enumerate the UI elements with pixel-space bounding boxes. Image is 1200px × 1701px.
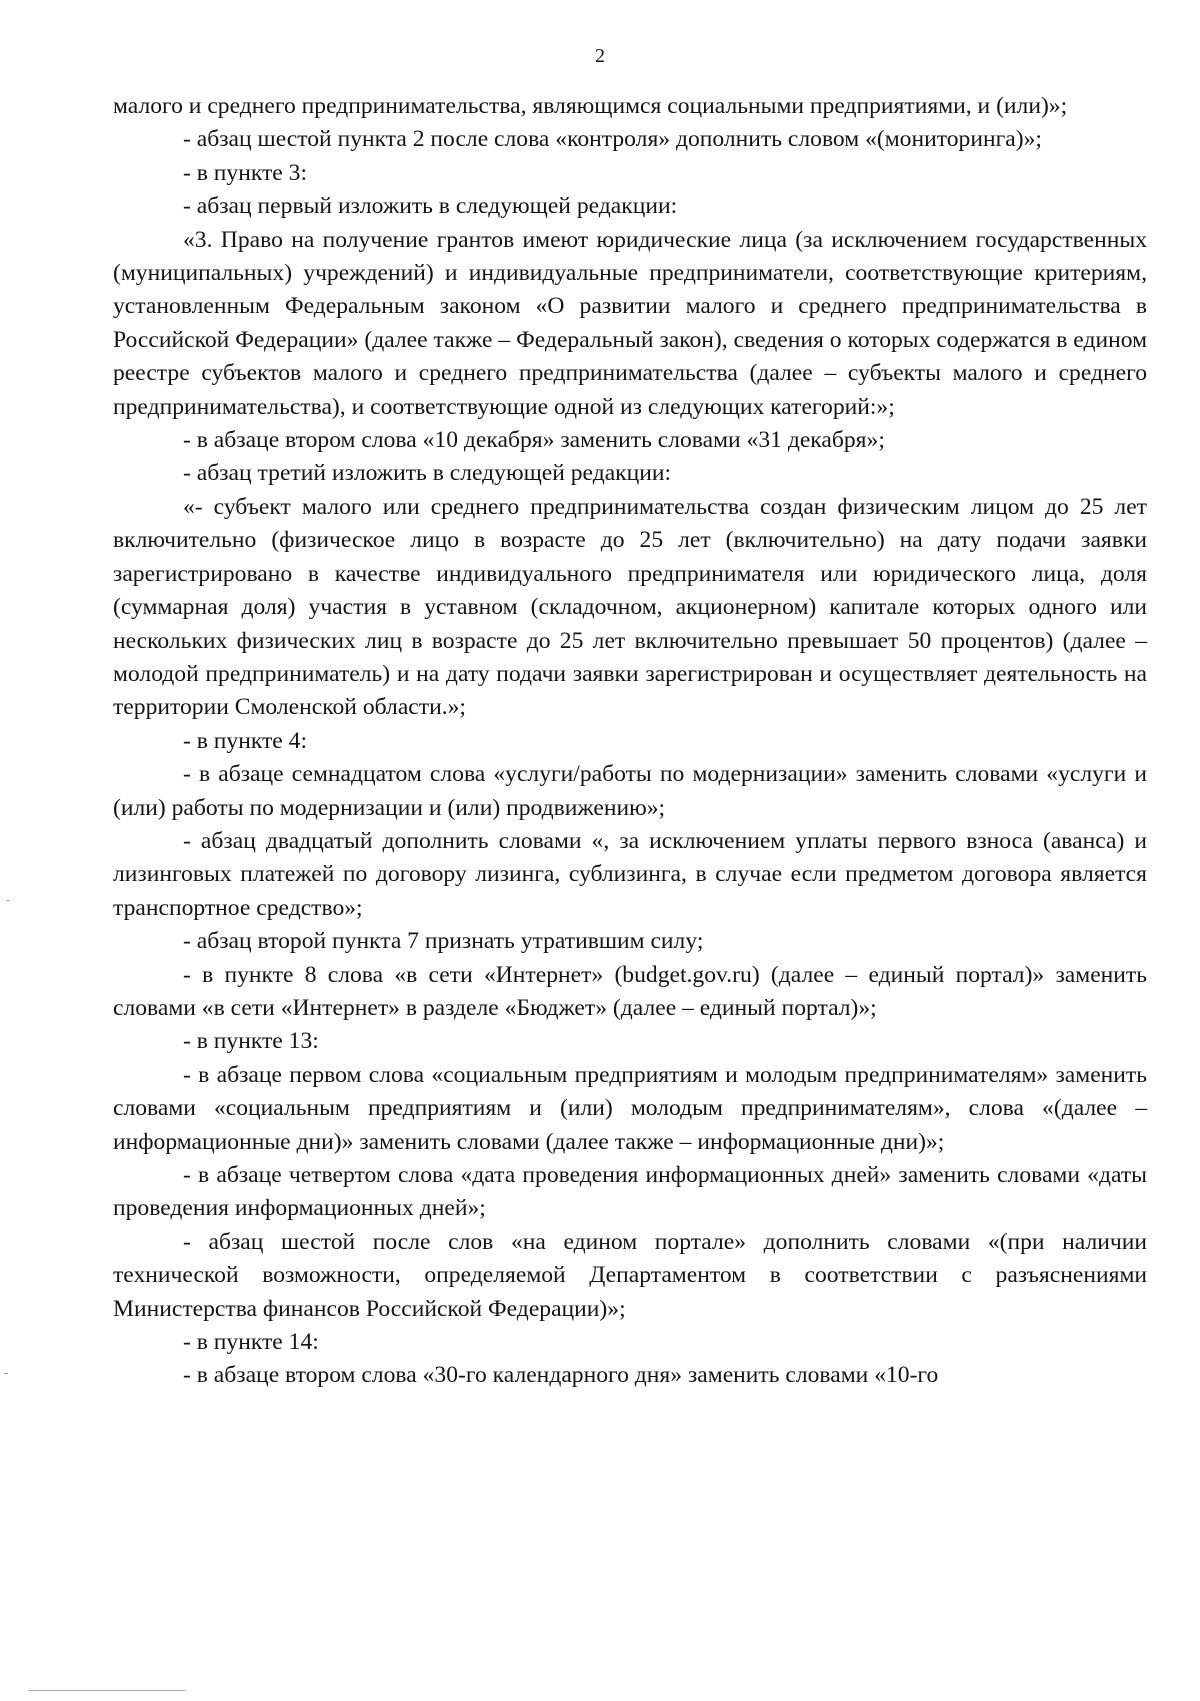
paragraph: - в пункте 8 слова «в сети «Интернет» (budget.gov.ru) (далее – единый портал)» заменить словами «в сети «Интернет» в разделе «Бюджет» (далее – единый портал)»; (113, 961, 1147, 1021)
paragraph: - абзац первый изложить в следующей редакции: (183, 193, 678, 220)
bottom-rule (28, 1690, 186, 1691)
paragraph: «3. Право на получение грантов имеют юридические лица (за исключением государственных (муниципальных) учреждений) и индивидуальные предприниматели, соответствующие критериям, установленным Федеральным законом «О развитии малого и среднего предпринимательства в Российской Федерации» (далее также – Федеральный закон), сведения о которых содержатся в едином реестре субъектов малого и среднего предпринимательства (далее – субъекты малого и среднего предпринимательства), и соответствующие одной из следующих категорий:»; (113, 226, 1147, 420)
paragraph: «- субъект малого или среднего предпринимательства создан физическим лицом до 25 лет включительно (физическое лицо в возрасте до 25 лет (включительно) на дату подачи заявки зарегистрировано в качестве индивидуального предпринимателя или юридического лица, доля (суммарная доля) участия в уставном (складочном, акционерном) капитале которых одного или нескольких физических лиц в возрасте до 25 лет включительно превышает 50 процентов) (далее – молодой предприниматель) и на дату подачи заявки зарегистрирован и осуществляет деятельность на территории Смоленской области.»; (113, 493, 1147, 721)
paragraph-continuation: малого и среднего предпринимательства, являющимся социальными предприятиями, и (или)»; (113, 93, 1068, 119)
paragraph: - в абзаце первом слова «социальным предприятиям и молодым предпринимателям» заменить словами «социальным предприятиям и (или) молодым предпринимателям», слова «(далее – информационные дни)» заменить словами (далее также – информационные дни)»; (113, 1061, 1147, 1155)
paragraph: - в абзаце четвертом слова «дата проведения информационных дней» заменить словами «даты проведения информационных дней»; (113, 1162, 1147, 1222)
paragraph: - в пункте 3: (183, 159, 308, 186)
paragraph: - в абзаце втором слова «30-го календарного дня» заменить словами «10-го (183, 1362, 939, 1389)
paragraph: - в пункте 14: (183, 1329, 319, 1356)
paragraph: - в пункте 4: (183, 727, 308, 754)
page-number: 2 (595, 45, 605, 67)
paragraph: - абзац шестой после слов «на едином портале» дополнить словами «(при наличии технической возможности, определяемой Департаментом в соответствии с разъяснениями Министерства финансов Российской Федерации)»; (113, 1228, 1147, 1322)
paragraph: - абзац двадцатый дополнить словами «, за исключением уплаты первого взноса (аванса) и лизинговых платежей по договору лизинга, сублизинга, в случае если предметом договора является транспортное средство»; (113, 827, 1147, 921)
paragraph: - в пункте 13: (183, 1028, 319, 1055)
paragraph: - в абзаце втором слова «10 декабря» заменить словами «31 декабря»; (183, 427, 885, 454)
paragraph: - абзац второй пункта 7 признать утратившим силу; (183, 928, 704, 955)
paragraph: - абзац шестой пункта 2 после слова «контроля» дополнить словом «(мониторинга)»; (183, 126, 1042, 153)
paragraph: - в абзаце семнадцатом слова «услуги/работы по модернизации» заменить словами «услуги и (или) работы по модернизации и (или) продвижению»; (113, 761, 1147, 821)
scan-edge-mark (6, 900, 10, 901)
scan-edge-mark (4, 1373, 8, 1374)
paragraph: - абзац третий изложить в следующей редакции: (183, 460, 672, 487)
document-body (113, 90, 1147, 1393)
